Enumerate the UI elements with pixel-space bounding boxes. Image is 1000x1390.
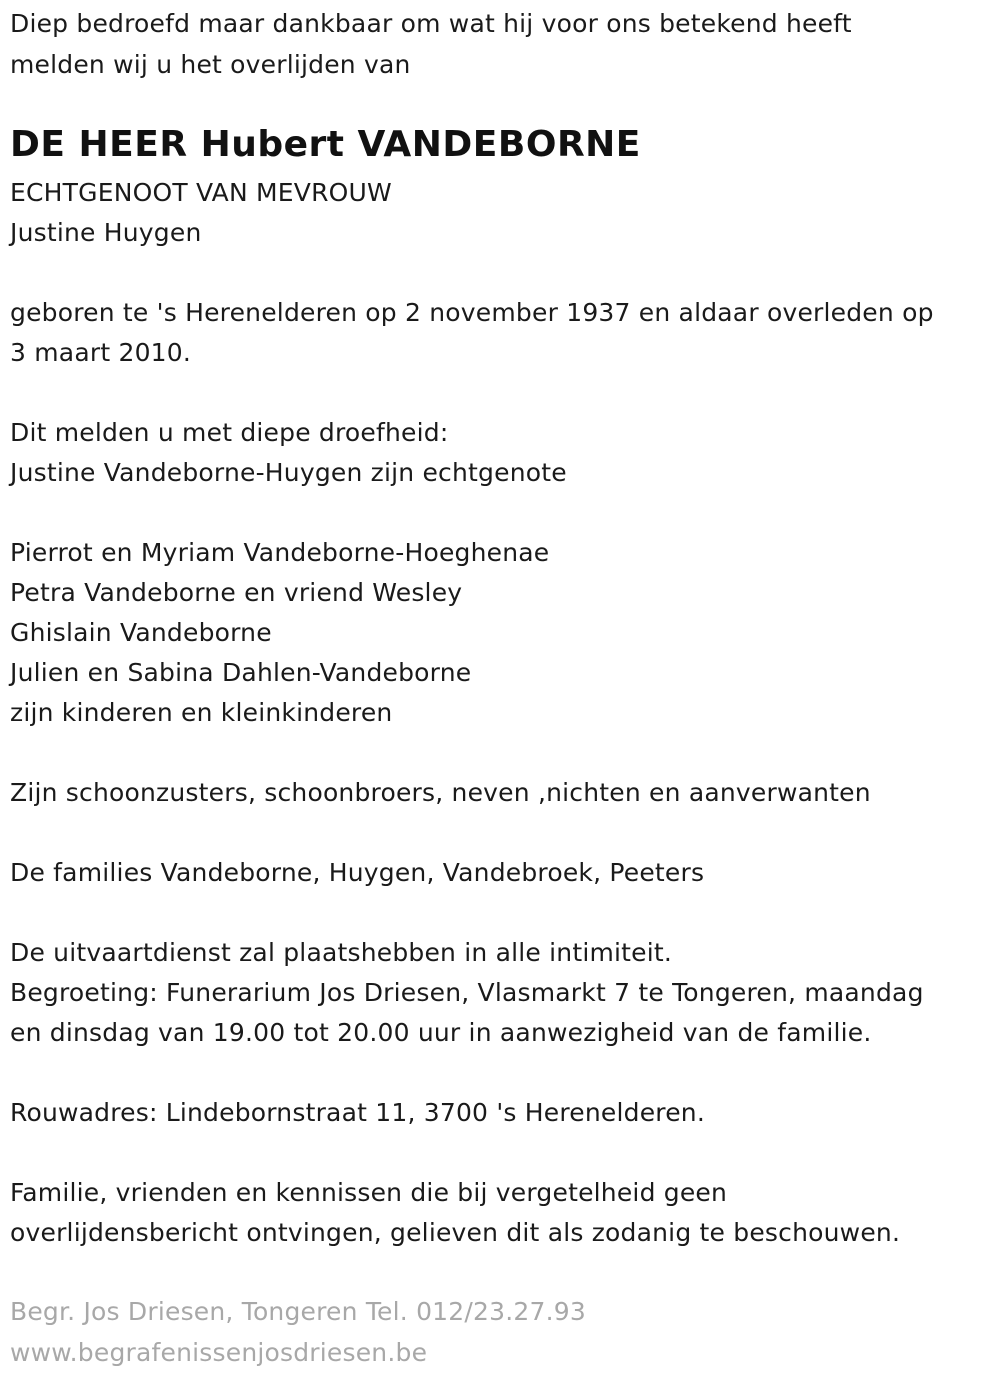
children-item: Pierrot en Myriam Vandeborne-Hoeghenae <box>10 538 550 567</box>
service-line-3: en dinsdag van 19.00 tot 20.00 uur in aanwezigheid van de familie. <box>10 1018 872 1047</box>
notice-line-2: overlijdensbericht ontvingen, gelieven dit als zodanig te beschouwen. <box>10 1218 901 1247</box>
children-item: Petra Vandeborne en vriend Wesley <box>10 578 463 607</box>
in-laws-line: Zijn schoonzusters, schoonbroers, neven ,nichten en aanverwanten <box>10 778 871 807</box>
announcers-heading: Dit melden u met diepe droefheid: <box>10 418 449 447</box>
intro-line-2: melden wij u het overlijden van <box>10 50 411 79</box>
deceased-name: DE HEER Hubert VANDEBORNE <box>10 124 641 165</box>
birth-death-line-1: geboren te 's Herenelderen op 2 november 1937 en aldaar overleden op <box>10 298 934 327</box>
children-item: Ghislain Vandeborne <box>10 618 272 647</box>
address-line: Rouwadres: Lindebornstraat 11, 3700 's Herenelderen. <box>10 1098 705 1127</box>
children-item: zijn kinderen en kleinkinderen <box>10 698 393 727</box>
service-line-1: De uitvaartdienst zal plaatshebben in alle intimiteit. <box>10 938 673 967</box>
footer-website: www.begrafenissenjosdriesen.be <box>10 1338 428 1367</box>
families-line: De families Vandeborne, Huygen, Vandebroek, Peeters <box>10 858 705 887</box>
announcers-spouse: Justine Vandeborne-Huygen zijn echtgenote <box>10 458 567 487</box>
spouse-label: ECHTGENOOT VAN MEVROUW <box>10 178 392 207</box>
footer-contact: Begr. Jos Driesen, Tongeren Tel. 012/23.27.93 <box>10 1297 586 1326</box>
birth-death-line-2: 3 maart 2010. <box>10 338 192 367</box>
children-item: Julien en Sabina Dahlen-Vandeborne <box>10 658 472 687</box>
intro-line-1: Diep bedroefd maar dankbaar om wat hij voor ons betekend heeft <box>10 9 852 38</box>
notice-line-1: Familie, vrienden en kennissen die bij vergetelheid geen <box>10 1178 728 1207</box>
spouse-name: Justine Huygen <box>10 218 202 247</box>
service-line-2: Begroeting: Funerarium Jos Driesen, Vlasmarkt 7 te Tongeren, maandag <box>10 978 924 1007</box>
